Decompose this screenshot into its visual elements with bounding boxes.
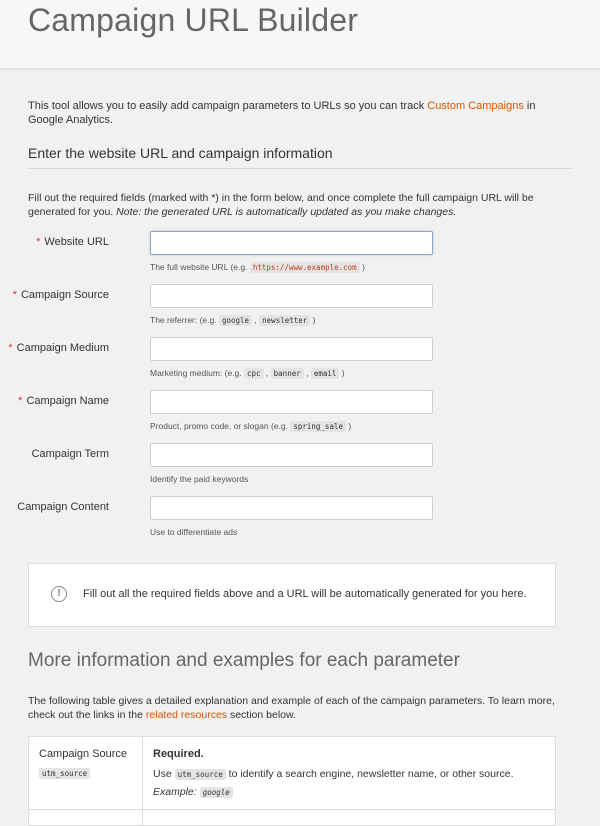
- instructions-text: Fill out the required fields (marked with *) in the form below, and once complete the full campaign URL will be generated for you.: [28, 192, 534, 218]
- example-code: google: [219, 315, 252, 326]
- example-label: Example:: [153, 786, 197, 798]
- help-text: The referrer: (e.g.: [150, 315, 219, 325]
- page-title: Campaign URL Builder: [28, 2, 359, 38]
- website-url-input[interactable]: [150, 231, 433, 255]
- campaign-source-help: [150, 315, 316, 325]
- campaign-source-label-text: Campaign Source: [20, 289, 109, 301]
- campaign-term-row: [28, 443, 572, 496]
- campaign-content-input[interactable]: [150, 496, 433, 520]
- campaign-content-row: [17, 496, 572, 549]
- campaign-medium-label-text: Campaign Medium: [16, 342, 109, 354]
- campaign-term-input[interactable]: [150, 443, 433, 467]
- help-separator: ,: [263, 368, 271, 378]
- campaign-name-label-text: Campaign Name: [26, 395, 109, 407]
- main-content: [0, 99, 600, 549]
- custom-campaigns-link[interactable]: Custom Campaigns: [427, 100, 524, 112]
- example-code: https://www.example.com: [250, 262, 360, 273]
- help-text-end: ): [310, 315, 316, 325]
- generated-url-notice: [28, 563, 556, 627]
- campaign-name-label: [18, 395, 109, 407]
- website-url-label: [36, 236, 109, 248]
- help-text: Product, promo code, or slogan (e.g.: [150, 421, 291, 431]
- help-separator: ,: [303, 368, 311, 378]
- description-text: Use: [153, 768, 175, 780]
- required-marker: *: [12, 289, 17, 301]
- info-icon: !: [51, 586, 67, 602]
- campaign-content-label: Campaign Content: [17, 501, 109, 513]
- campaign-content-help: Use to differentiate ads: [150, 527, 238, 537]
- example-code: spring_sale: [290, 421, 346, 432]
- parameter-name: Campaign Source: [39, 748, 128, 760]
- description-text-end: to identify a search engine, newsletter name, or other source.: [225, 768, 514, 780]
- more-info-text-after: section below.: [227, 709, 296, 721]
- description-code: utm_source: [175, 769, 226, 780]
- parameter-description: [153, 768, 514, 780]
- website-url-label-text: Website URL: [44, 236, 109, 248]
- intro-text-after: in Google Analytics.: [28, 100, 536, 126]
- example-code: google: [200, 787, 233, 798]
- more-info-title: More information and examples for each parameter: [28, 650, 460, 671]
- campaign-medium-label: [8, 342, 109, 354]
- example-code: banner: [271, 368, 304, 379]
- table-row-description-cell: [153, 748, 514, 798]
- campaign-name-help: [150, 421, 351, 431]
- parameter-example: [153, 786, 514, 798]
- help-text: The full website URL (e.g.: [150, 262, 250, 272]
- website-url-row: [28, 231, 572, 284]
- campaign-name-row: [18, 390, 572, 443]
- example-code: newsletter: [259, 315, 310, 326]
- example-code: email: [311, 368, 340, 379]
- page-header: [0, 0, 600, 69]
- campaign-source-row: [12, 284, 572, 337]
- campaign-medium-row: [8, 337, 572, 390]
- intro-text-before: This tool allows you to easily add campaign parameters to URLs so you can track: [28, 100, 428, 112]
- required-marker: *: [18, 395, 23, 407]
- help-text-end: ): [359, 262, 365, 272]
- help-separator: ,: [252, 315, 260, 325]
- intro-text: [28, 99, 568, 127]
- help-text: Marketing medium: (e.g.: [150, 368, 245, 378]
- example-code: cpc: [244, 368, 264, 379]
- campaign-term-help: Identify the paid keywords: [150, 474, 249, 484]
- campaign-source-label: [13, 289, 109, 301]
- website-url-help: [150, 262, 365, 272]
- help-text-end: ): [339, 368, 345, 378]
- form-section-title: Enter the website URL and campaign information: [28, 145, 572, 169]
- table-row-name-cell: [29, 737, 143, 825]
- help-text-end: ): [346, 421, 352, 431]
- campaign-term-label: Campaign Term: [31, 448, 109, 460]
- campaign-medium-input[interactable]: [150, 337, 433, 361]
- notice-message: Fill out all the required fields above and a URL will be automatically generated for you here.: [83, 588, 527, 600]
- campaign-medium-help: [150, 368, 345, 378]
- parameter-code: utm_source: [39, 768, 90, 779]
- form-instructions: [28, 191, 568, 219]
- campaign-source-input[interactable]: [150, 284, 433, 308]
- required-marker: *: [8, 342, 13, 354]
- parameter-status: Required.: [153, 748, 204, 760]
- related-resources-link[interactable]: related resources: [145, 709, 228, 721]
- more-info-text: [28, 694, 568, 722]
- campaign-form: [8, 231, 572, 549]
- instructions-note: Note: the generated URL is automatically updated as you make changes.: [116, 206, 457, 218]
- more-info-text-before: The following table gives a detailed explanation and example of each of the campaign parameters. To learn more, check out the links in the: [28, 695, 555, 721]
- required-marker: *: [36, 236, 41, 248]
- table-row-divider: [29, 809, 555, 810]
- campaign-name-input[interactable]: [150, 390, 433, 414]
